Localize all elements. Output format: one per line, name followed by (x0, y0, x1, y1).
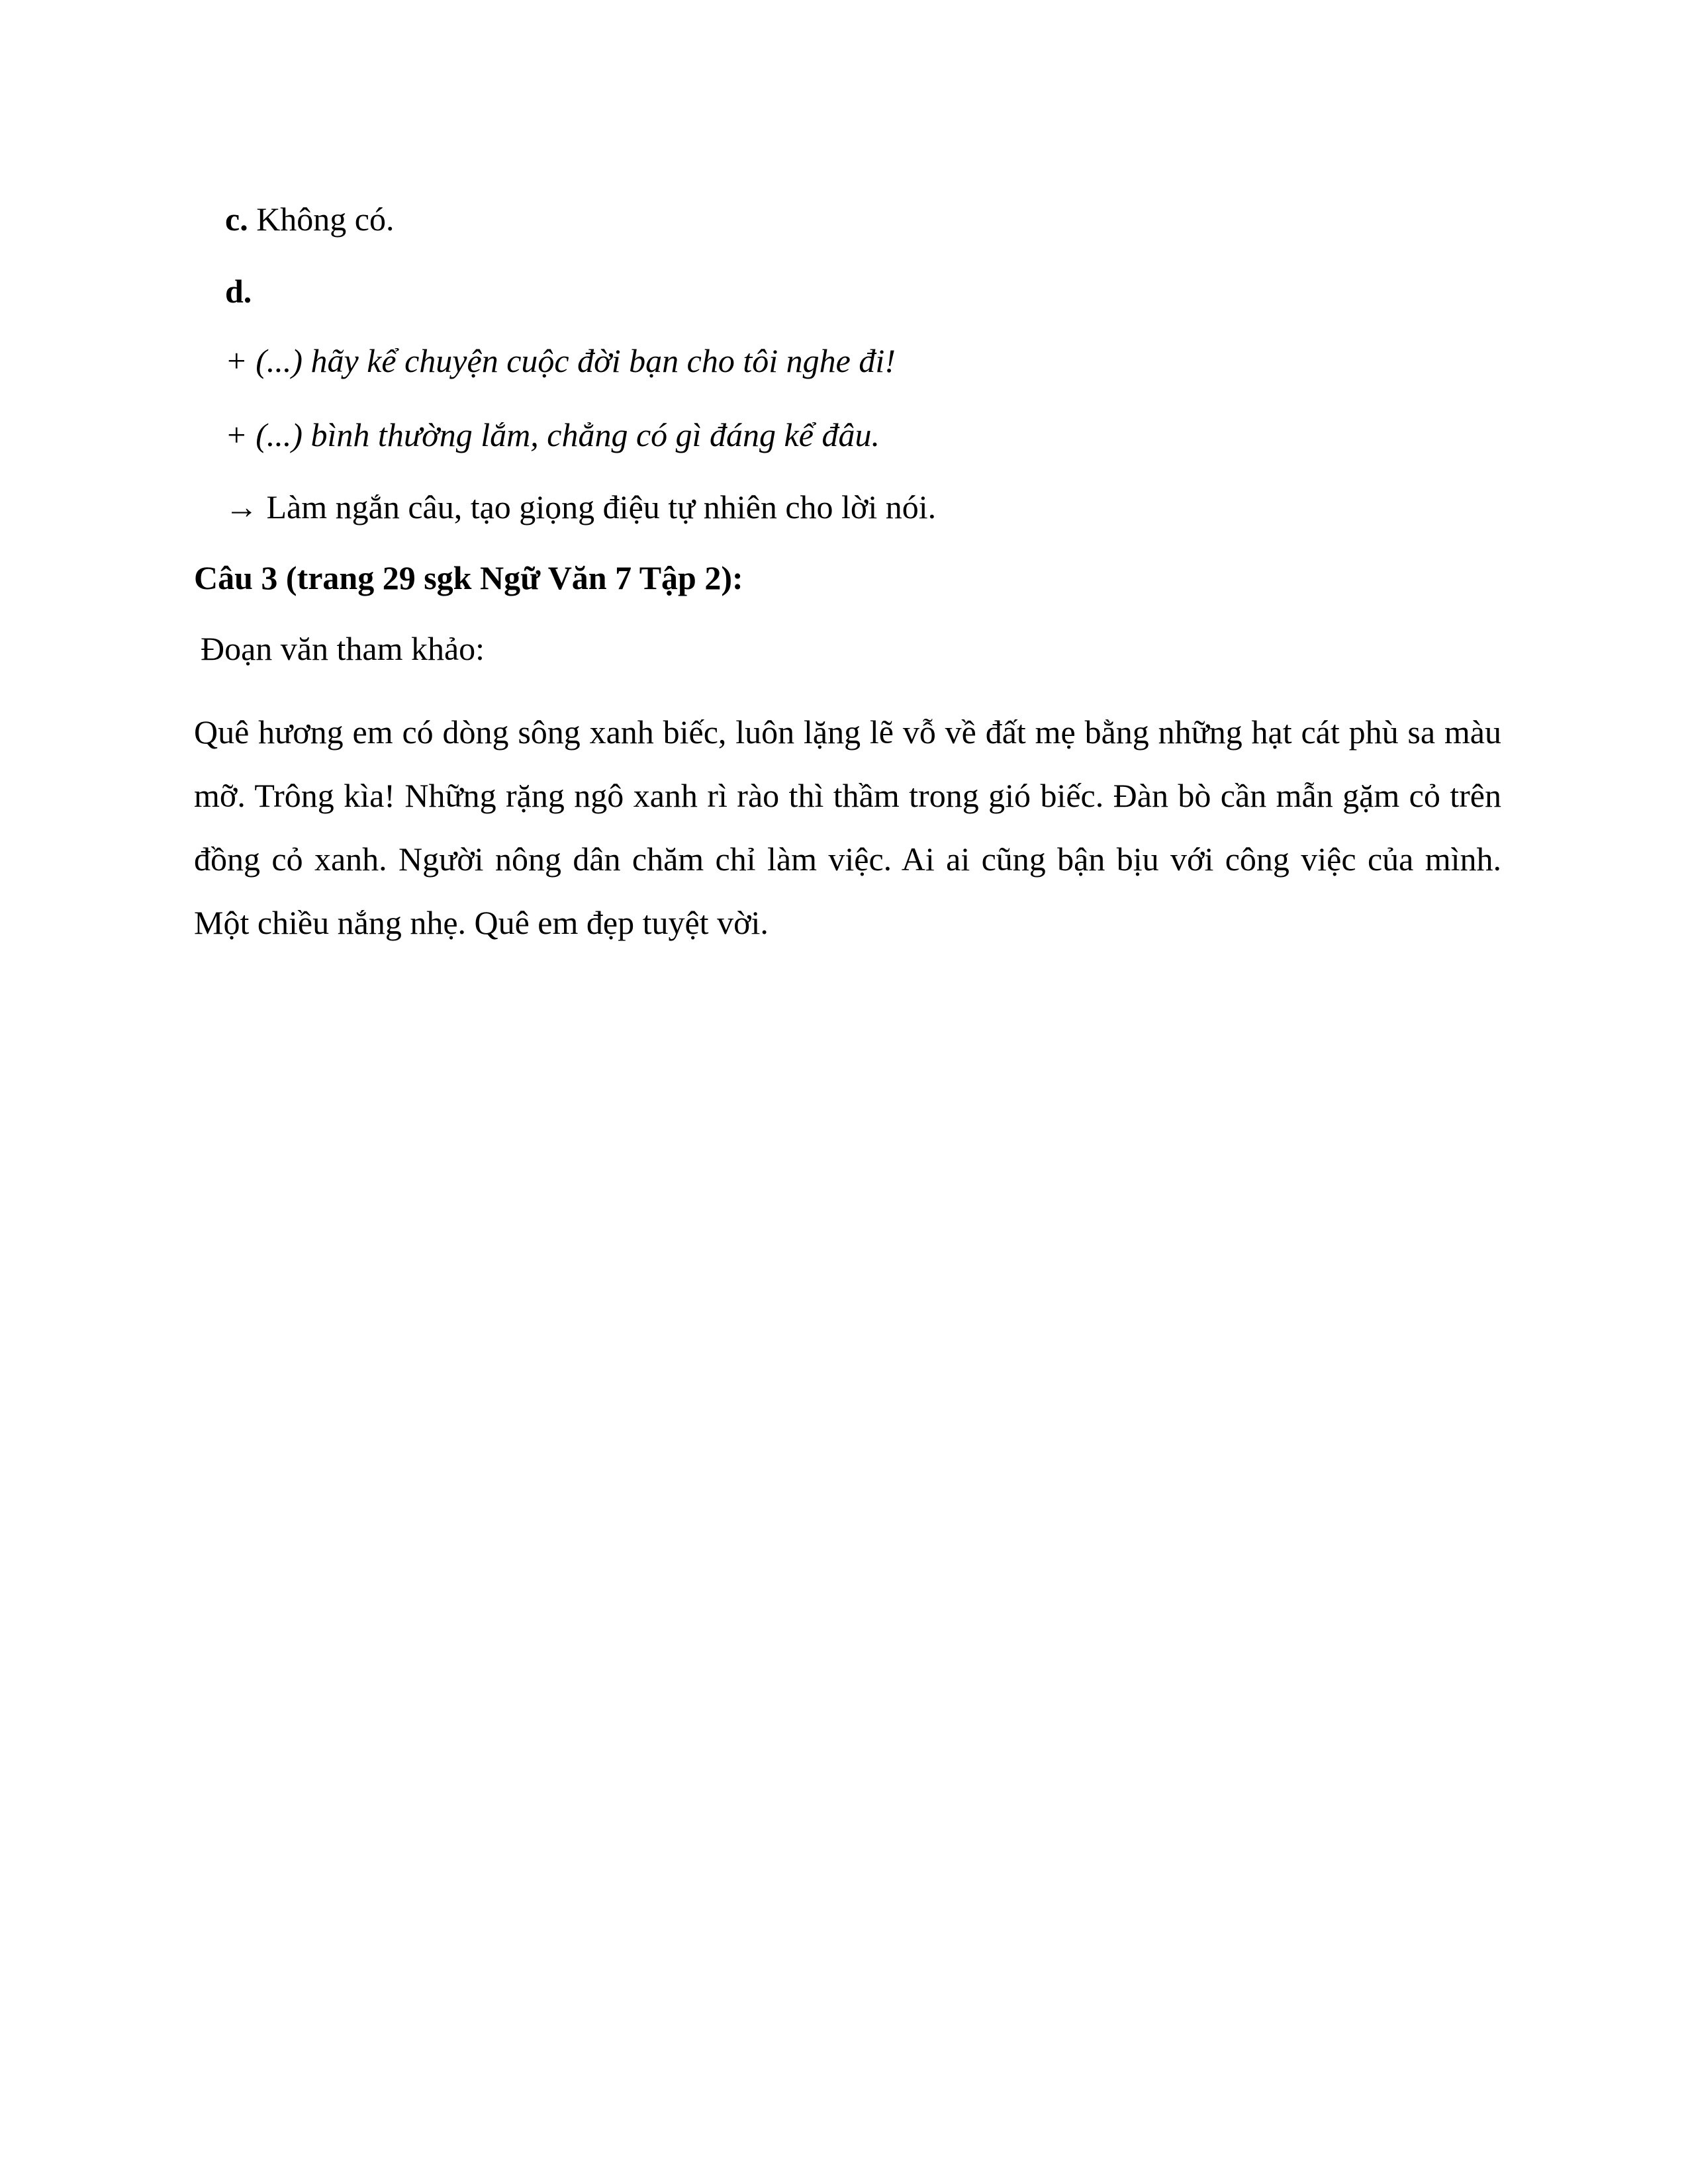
answer-c-label: c. (225, 201, 248, 238)
answer-d-label: d. (225, 273, 252, 310)
question-3-heading: Câu 3 (trang 29 sgk Ngữ Văn 7 Tập 2): (194, 559, 743, 596)
answer-d-item-1: + (...) hãy kể chuyện cuộc đời bạn cho tôi nghe đi! (225, 342, 896, 379)
answer-c (225, 199, 395, 239)
question-3-paragraph: Quê hương em có dòng sông xanh biếc, luôn lặng lẽ vỗ về đất mẹ bằng những hạt cát phù sa màu mỡ. Trông kìa! Những rặng ngô xanh rì rào thì thầm trong gió biếc. Đàn bò cần mẫn gặm cỏ trên đồng cỏ xanh. Người nông dân chăm chỉ làm việc. Ai ai cũng bận bịu với công việc của mình. Một chiều nắng nhẹ. Quê em đẹp tuyệt vời. (194, 713, 1501, 941)
question-3-intro: Đoạn văn tham khảo: (201, 630, 485, 667)
answer-d-item-2: + (...) bình thường lắm, chẳng có gì đáng kể đâu. (225, 416, 880, 453)
answer-d-conclusion: → Làm ngắn câu, tạo giọng điệu tự nhiên cho lời nói. (225, 488, 937, 525)
answer-c-text: Không có. (248, 201, 395, 238)
